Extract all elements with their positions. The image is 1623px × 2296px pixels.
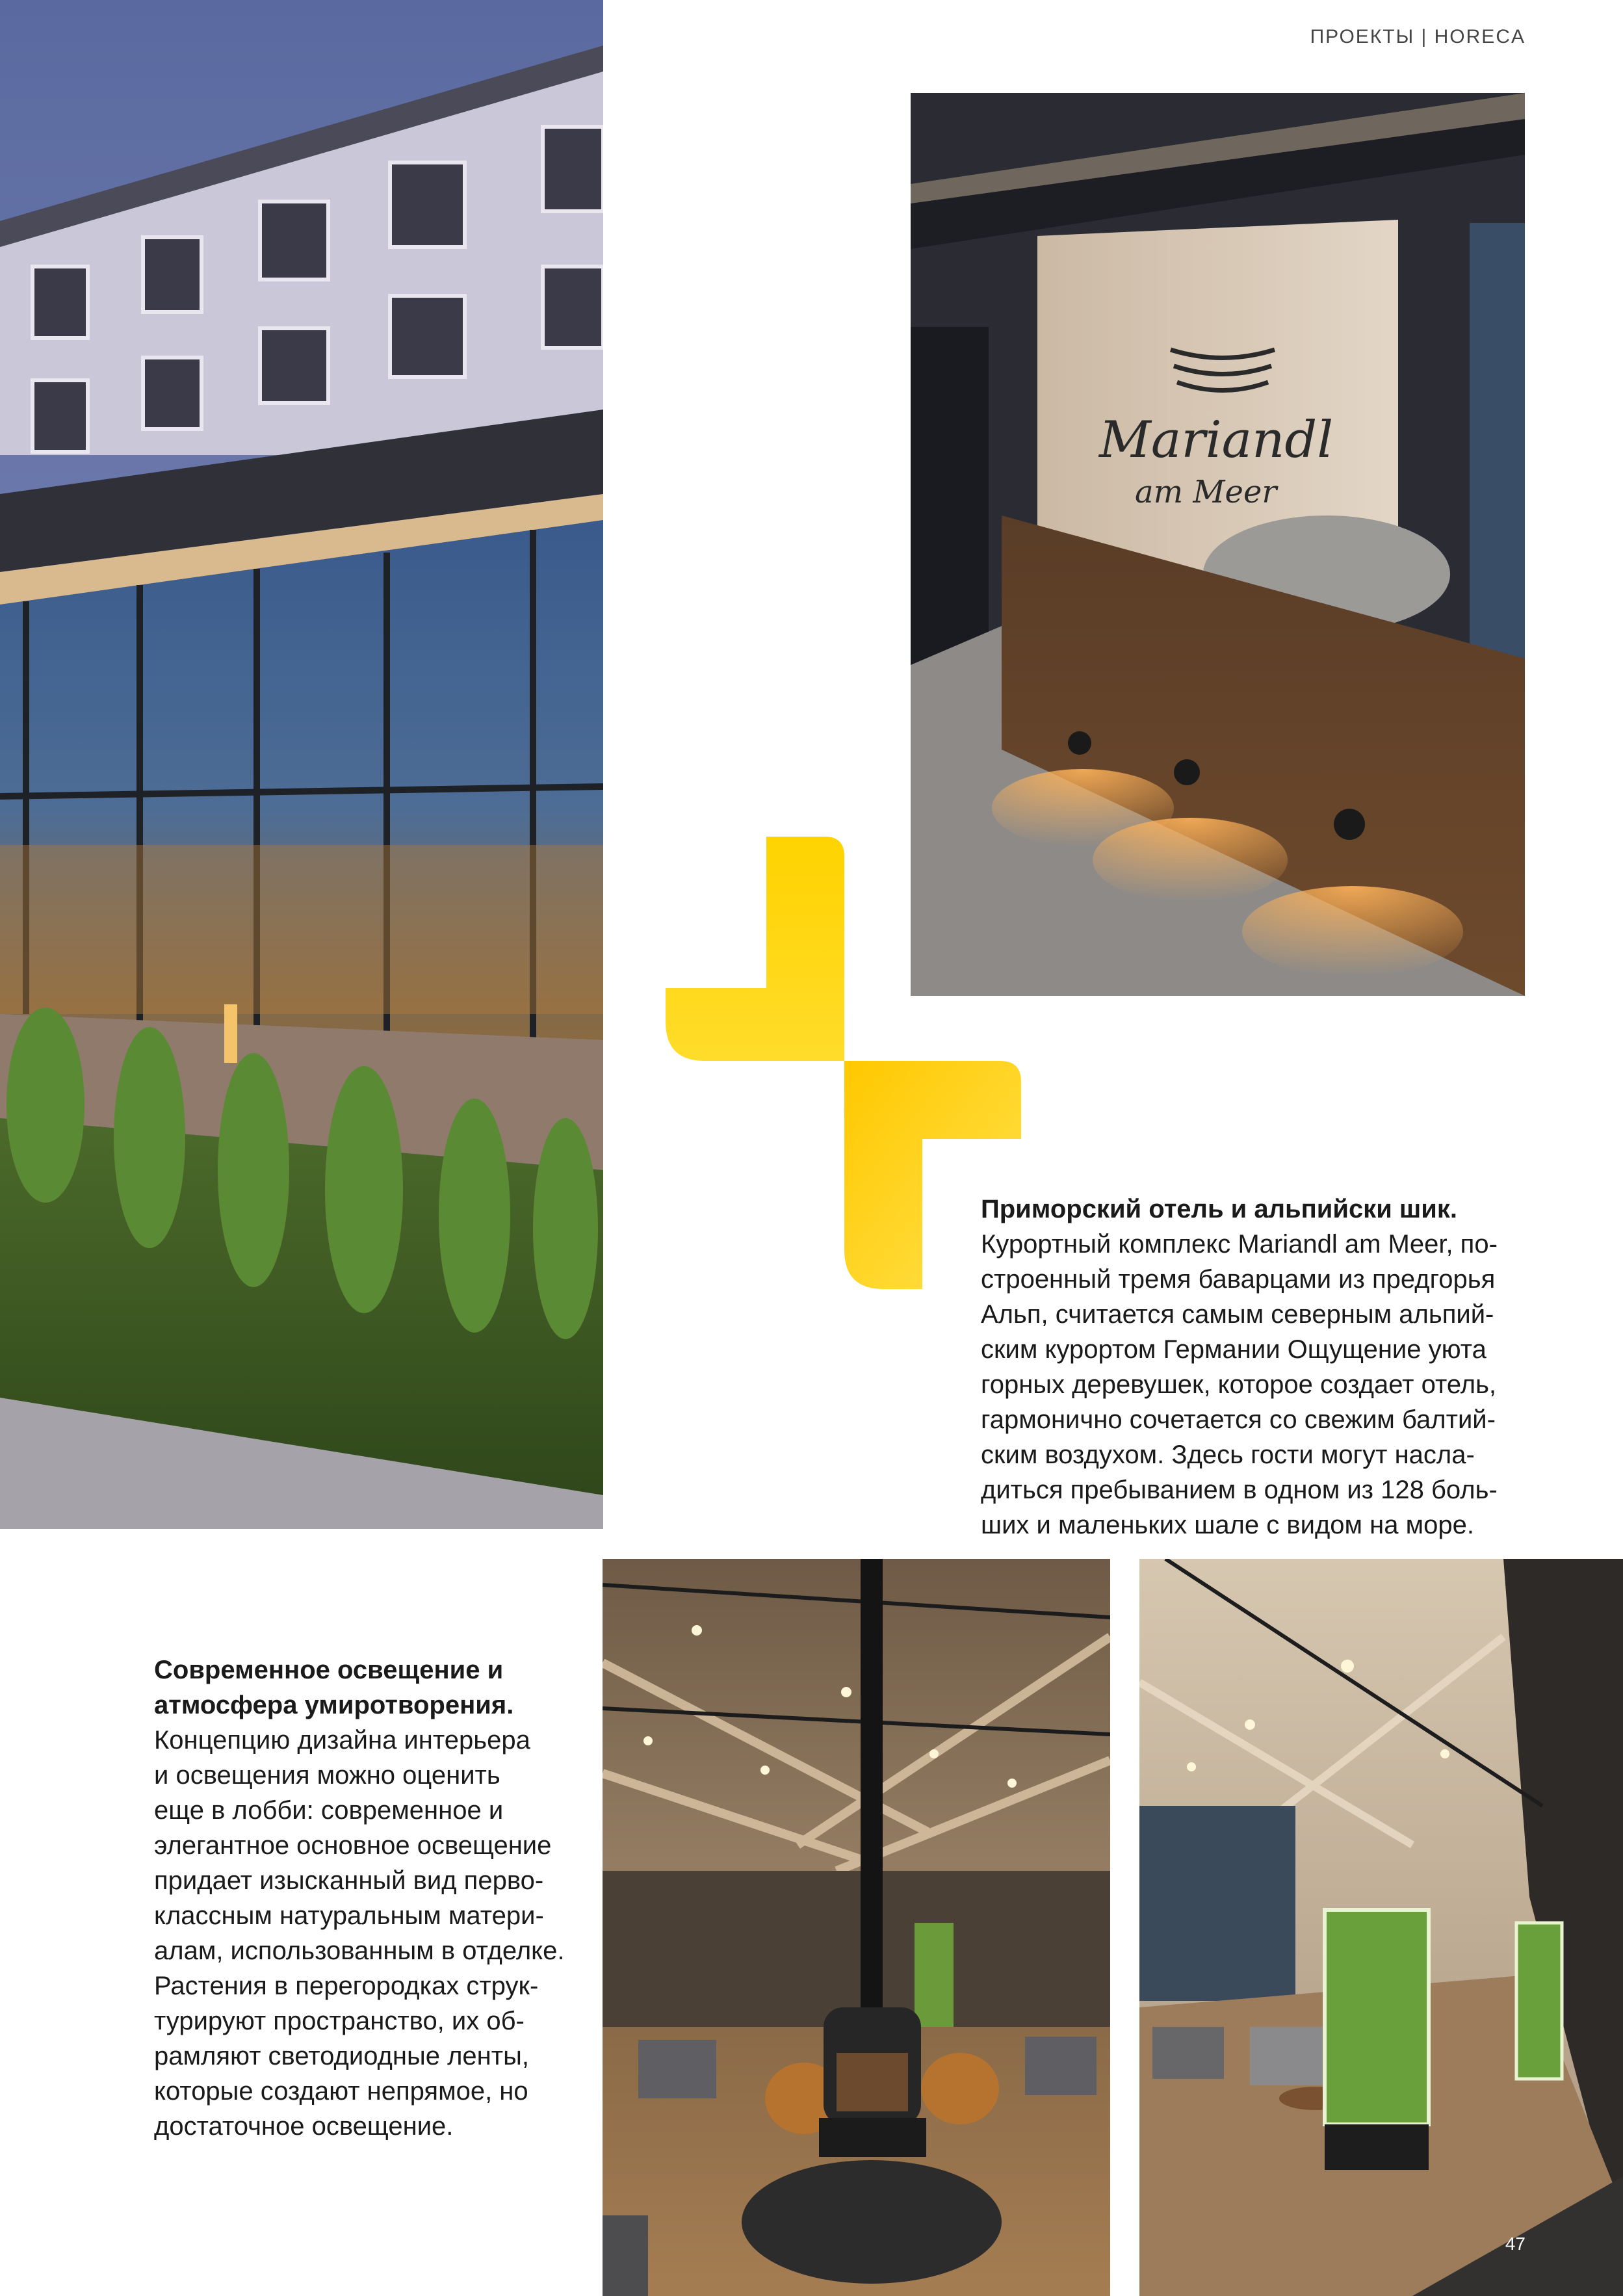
text-line: классным натуральным матери- xyxy=(154,1901,544,1930)
text-line: турируют пространство, их об- xyxy=(154,2007,525,2035)
seaside-lead: Приморский отель и альпийски шик. xyxy=(981,1195,1457,1223)
text-line: придает изысканный вид перво- xyxy=(154,1866,544,1895)
text-line: элегантное основное освещение xyxy=(154,1831,552,1860)
text-line: алам, использованным в отделке. xyxy=(154,1937,565,1965)
text-line: Концепцию дизайна интерьера xyxy=(154,1726,530,1755)
lobby-fireplace-photo xyxy=(603,1559,1110,2296)
text-line: ским воздухом. Здесь гости могут насла- xyxy=(981,1441,1475,1469)
text-line: диться пребыванием в одном из 128 боль- xyxy=(981,1476,1498,1504)
text-line: достаточное освещение. xyxy=(154,2112,454,2141)
yellow-cross-graphic xyxy=(666,837,1021,1289)
text-line: ших и маленьких шале с видом на море. xyxy=(981,1511,1474,1539)
text-line: гармонично сочетается со свежим балтий- xyxy=(981,1405,1496,1434)
lighting-lead-line: атмосфера умиротворения. xyxy=(154,1691,514,1719)
seaside-text-block xyxy=(981,1192,1527,1543)
text-line: и освещения можно оценить xyxy=(154,1761,500,1790)
lighting-lead-line: Современное освещение и xyxy=(154,1656,504,1684)
entrance-sign-subtitle: am Meer xyxy=(1135,474,1277,510)
section-label: ПРОЕКТЫ | HORECA xyxy=(1310,26,1526,47)
text-line: которые создают непрямое, но xyxy=(154,2077,528,2106)
lobby-plants-photo xyxy=(1139,1559,1623,2296)
text-line: рамляют светодиодные ленты, xyxy=(154,2042,529,2070)
text-line: горных деревушек, которое создает отель, xyxy=(981,1370,1497,1399)
text-line: еще в лобби: современное и xyxy=(154,1796,504,1825)
text-line: Курортный комплекс Mariandl am Meer, по- xyxy=(981,1230,1498,1259)
hotel-exterior-photo xyxy=(0,0,603,1529)
text-line: ским курортом Германии Ощущение уюта xyxy=(981,1335,1487,1364)
text-line: Альп, считается самым северным альпий- xyxy=(981,1300,1494,1329)
lighting-text-block xyxy=(154,1652,577,2144)
text-line: Растения в перегородках струк- xyxy=(154,1972,539,2000)
text-line: строенный тремя баварцами из предгорья xyxy=(981,1265,1496,1294)
page-number: 47 xyxy=(1505,2234,1526,2254)
entrance-sign-name: Mariandl xyxy=(1099,411,1334,469)
